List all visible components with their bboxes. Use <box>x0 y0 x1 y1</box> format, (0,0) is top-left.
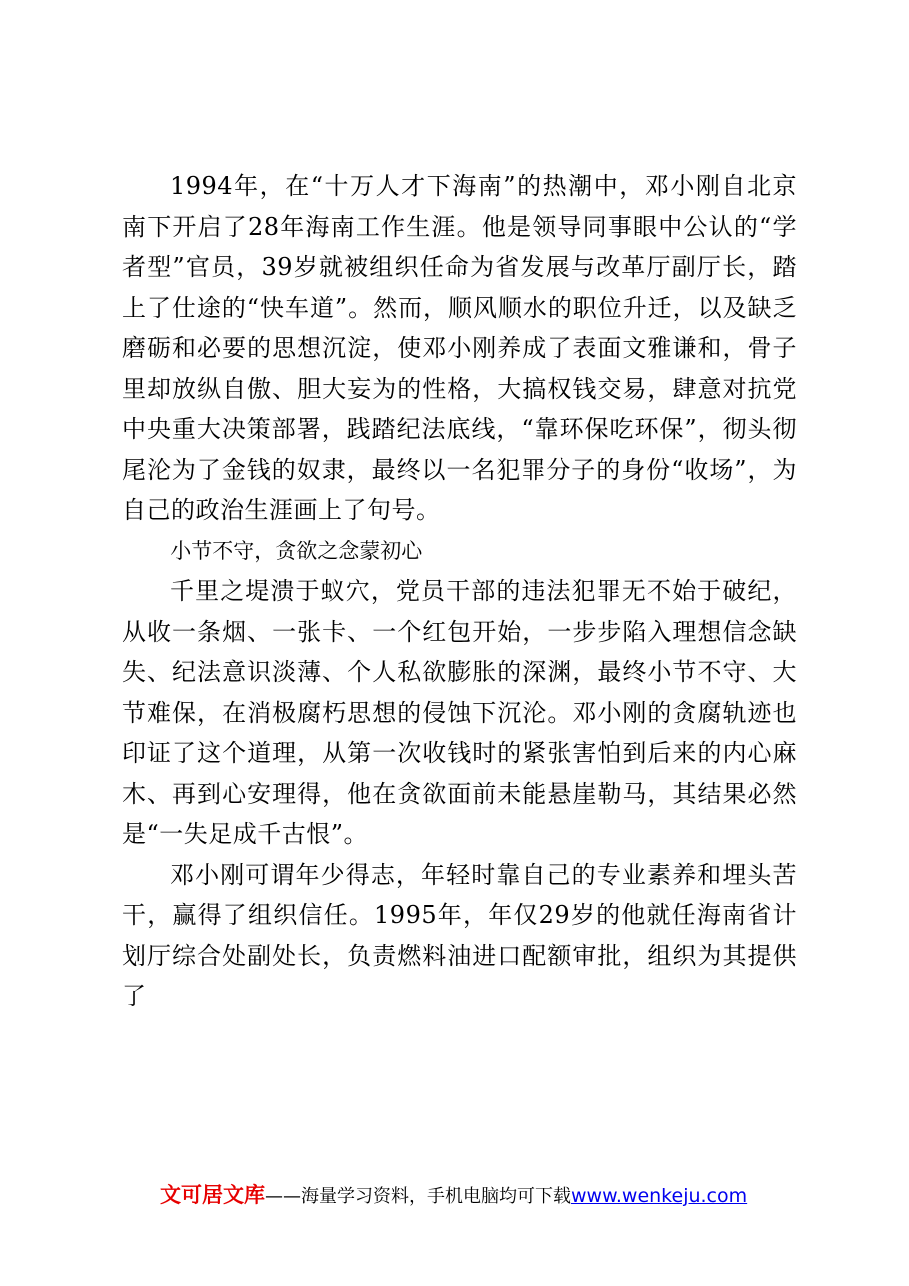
document-body <box>122 166 797 1017</box>
paragraph-intro: 1994年，在“十万人才下海南”的热潮中，邓小刚自北京南下开启了28年海南工作生涯。他是领导同事眼中公认的“学者型”官员，39岁就被组织任命为省发展与改革厅副厅长，踏上了仕途的“快车道”。然而，顺风顺水的职位升迁，以及缺乏磨砺和必要的思想沉淀，使邓小刚养成了表面文雅谦和，骨子里却放纵自傲、胆大妄为的性格，大搞权钱交易，肆意对抗党中央重大决策部署，践踏纪法底线，“靠环保吃环保”，彻头彻尾沦为了金钱的奴隶，最终以一名犯罪分子的身份“收场”，为自己的政治生涯画上了句号。 <box>122 172 797 524</box>
paragraph-body-2: 邓小刚可谓年少得志，年轻时靠自己的专业素养和埋头苦干，赢得了组织信任。1995年，年仅29岁的他就任海南省计划厅综合处副处长，负责燃料油进口配额审批，组织为其提供了 <box>122 860 797 1010</box>
footer-link[interactable]: www.wenkeju.com <box>571 1185 748 1207</box>
footer-slogan: ——海量学习资料，手机电脑均可下载 <box>265 1186 571 1207</box>
section-heading: 小节不守，贪欲之念蒙初心 <box>170 538 423 563</box>
footer-brand: 文可居文库 <box>160 1183 265 1207</box>
paragraph-body-1: 千里之堤溃于蚁穴，党员干部的违法犯罪无不始于破纪，从收一条烟、一张卡、一个红包开始，一步步陷入理想信念缺失、纪法意识淡薄、个人私欲膨胀的深渊，最终小节不守、大节难保，在消极腐朽思想的侵蚀下沉沦。邓小刚的贪腐轨迹也印证了这个道理，从第一次收钱时的紧张害怕到后来的内心麻木、再到心安理得，他在贪欲面前未能悬崖勒马，其结果必然是“一失足成千古恨”。 <box>122 577 797 848</box>
footer-banner <box>160 1180 840 1212</box>
